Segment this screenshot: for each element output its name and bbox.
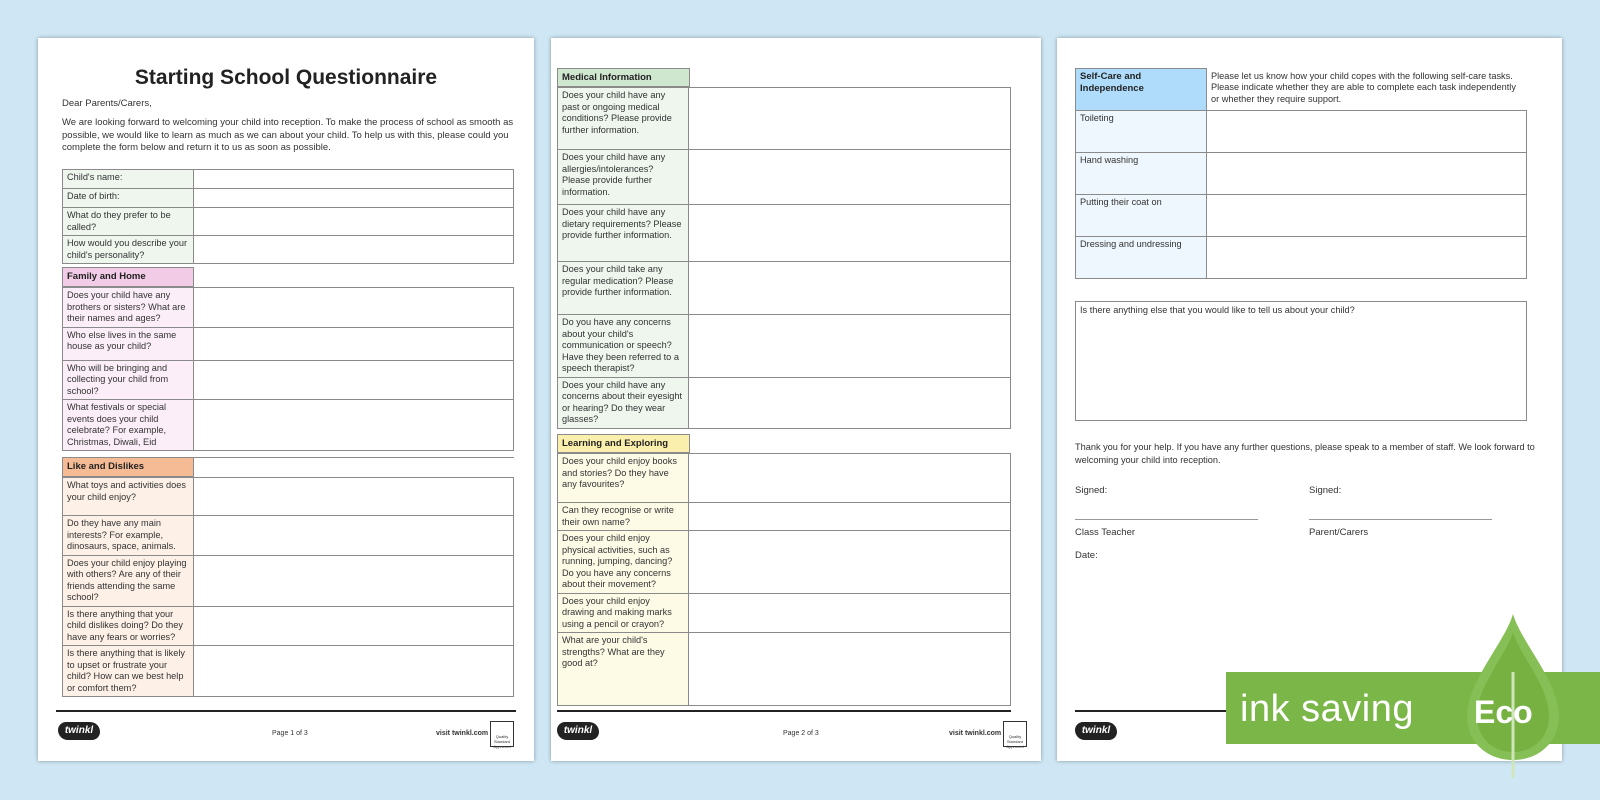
answer-field[interactable] xyxy=(194,516,514,556)
question-label: Does your child have any past or ongoing medical conditions? Please provide further information. xyxy=(558,88,689,150)
answer-field[interactable] xyxy=(194,360,514,400)
signature-line-teacher[interactable] xyxy=(1075,519,1258,520)
section-header-selfcare: Self-Care and Independence xyxy=(1076,69,1207,111)
section-divider xyxy=(194,457,514,458)
twinkl-logo: twinkl xyxy=(58,722,100,740)
question-label: Who will be bringing and collecting your child from school? xyxy=(63,360,194,400)
question-label: Does your child enjoy drawing and making marks using a pencil or crayon? xyxy=(558,593,689,633)
ink-saving-label: ink saving xyxy=(1240,688,1414,730)
task-label: Dressing and undressing xyxy=(1076,237,1207,279)
selfcare-table xyxy=(1075,68,1527,279)
footer-divider xyxy=(56,710,516,712)
answer-field[interactable] xyxy=(1207,195,1527,237)
question-label: What festivals or special events does your child celebrate? For example, Christmas, Diwali, Eid xyxy=(63,400,194,451)
question-label: Does your child have any allergies/intolerances? Please provide further information. xyxy=(558,150,689,205)
quality-badge-icon: Quality Standard Approved xyxy=(490,721,514,747)
answer-field[interactable] xyxy=(194,400,514,451)
anything-else-box[interactable] xyxy=(1075,301,1527,421)
selfcare-intro: Please let us know how your child copes with the following self-care tasks. Please indicate whether they are able to complete each task independently or whether they require support. xyxy=(1211,70,1516,104)
twinkl-logo: twinkl xyxy=(557,722,599,740)
task-label: Hand washing xyxy=(1076,153,1207,195)
anything-else-label: Is there anything else that you would like to tell us about your child? xyxy=(1080,305,1355,315)
answer-field[interactable] xyxy=(689,205,1011,262)
page-2 xyxy=(551,38,1041,761)
section-header-medical: Medical Information xyxy=(557,68,690,87)
answer-field[interactable] xyxy=(689,377,1011,428)
answer-field[interactable] xyxy=(194,606,514,646)
basic-info-table xyxy=(62,169,514,264)
question-label: What toys and activities does your child enjoy? xyxy=(63,478,194,516)
answer-field[interactable] xyxy=(194,288,514,328)
question-label: Is there anything that your child dislikes doing? Do they have any fears or worries? xyxy=(63,606,194,646)
date-label: Date: xyxy=(1075,550,1098,561)
section-header-learning: Learning and Exploring xyxy=(557,434,690,453)
footer-divider xyxy=(557,710,1011,712)
question-label: Does your child enjoy playing with others? Are any of their friends attending the same school? xyxy=(63,555,194,606)
question-label: How would you describe your child's personality? xyxy=(63,236,194,264)
answer-field[interactable] xyxy=(689,503,1011,531)
question-label: Does your child enjoy physical activities, such as running, jumping, dancing? Do you have any concerns about their movement? xyxy=(558,531,689,594)
answer-field[interactable] xyxy=(689,150,1011,205)
answer-field[interactable] xyxy=(689,315,1011,378)
question-label: Does your child take any regular medication? Please provide further information. xyxy=(558,262,689,315)
question-label: What are your child's strengths? What are they good at? xyxy=(558,633,689,706)
section-header-likes: Like and Dislikes xyxy=(62,457,194,477)
visit-link[interactable]: visit twinkl.com xyxy=(436,730,489,737)
greeting: Dear Parents/Carers, xyxy=(62,98,152,109)
answer-field[interactable] xyxy=(689,633,1011,706)
answer-field[interactable] xyxy=(689,531,1011,594)
eco-label: Eco xyxy=(1474,694,1533,730)
question-label: Does your child have any dietary requirements? Please provide further information. xyxy=(558,205,689,262)
question-label: Do you have any concerns about your child's communication or speech? Have they been referred to a speech therapist? xyxy=(558,315,689,378)
task-label: Toileting xyxy=(1076,111,1207,153)
quality-badge-icon: Quality Standard Approved xyxy=(1003,721,1027,747)
answer-field[interactable] xyxy=(194,189,514,208)
answer-field[interactable] xyxy=(194,478,514,516)
page-title: Starting School Questionnaire xyxy=(134,66,438,89)
question-label: Does your child have any brothers or sisters? What are their names and ages? xyxy=(63,288,194,328)
intro-paragraph: We are looking forward to welcoming your child into reception. To make the process of school as smooth as possible, we would like to learn as much as we can about your child. To help us with this, please could you complete the form below and return it to us as soon as possible. xyxy=(62,117,514,153)
answer-field[interactable] xyxy=(689,88,1011,150)
visit-link[interactable]: visit twinkl.com xyxy=(949,730,1002,737)
answer-field[interactable] xyxy=(194,555,514,606)
thanks-paragraph: Thank you for your help. If you have any further questions, please speak to a member of staff. We look forward to welcoming your child into reception. xyxy=(1075,442,1535,465)
answer-field[interactable] xyxy=(1207,153,1527,195)
answer-field[interactable] xyxy=(194,646,514,697)
page-1 xyxy=(38,38,534,761)
answer-field[interactable] xyxy=(194,327,514,360)
answer-field[interactable] xyxy=(689,593,1011,633)
signature-line-parent[interactable] xyxy=(1309,519,1492,520)
page-number: Page 1 of 3 xyxy=(272,730,308,737)
twinkl-logo: twinkl xyxy=(1075,722,1117,740)
question-label: Who else lives in the same house as your child? xyxy=(63,327,194,360)
parent-carers-label: Parent/Carers xyxy=(1309,527,1369,538)
task-label: Putting their coat on xyxy=(1076,195,1207,237)
family-table xyxy=(62,287,514,451)
medical-table xyxy=(557,87,1011,429)
question-label: Does your child have any concerns about their eyesight or hearing? Do they wear glasses? xyxy=(558,377,689,428)
learning-table xyxy=(557,453,1011,706)
question-label: What do they prefer to be called? xyxy=(63,208,194,236)
question-label: Do they have any main interests? For example, dinosaurs, space, animals. xyxy=(63,516,194,556)
question-label: Is there anything that is likely to upset or frustrate your child? How can we best help or comfort them? xyxy=(63,646,194,697)
signed-label-teacher: Signed: xyxy=(1075,485,1108,496)
class-teacher-label: Class Teacher xyxy=(1075,527,1136,538)
answer-field[interactable] xyxy=(1207,237,1527,279)
answer-field[interactable] xyxy=(1207,111,1527,153)
question-label: Child's name: xyxy=(63,170,194,189)
question-label: Date of birth: xyxy=(63,189,194,208)
section-header-family: Family and Home xyxy=(62,267,194,287)
answer-field[interactable] xyxy=(194,236,514,264)
answer-field[interactable] xyxy=(689,454,1011,503)
likes-table xyxy=(62,477,514,697)
question-label: Does your child enjoy books and stories? Do they have any favourites? xyxy=(558,454,689,503)
signed-label-parent: Signed: xyxy=(1309,485,1342,496)
answer-field[interactable] xyxy=(194,170,514,189)
page-number: Page 2 of 3 xyxy=(783,730,819,737)
answer-field[interactable] xyxy=(194,208,514,236)
answer-field[interactable] xyxy=(689,262,1011,315)
question-label: Can they recognise or write their own name? xyxy=(558,503,689,531)
